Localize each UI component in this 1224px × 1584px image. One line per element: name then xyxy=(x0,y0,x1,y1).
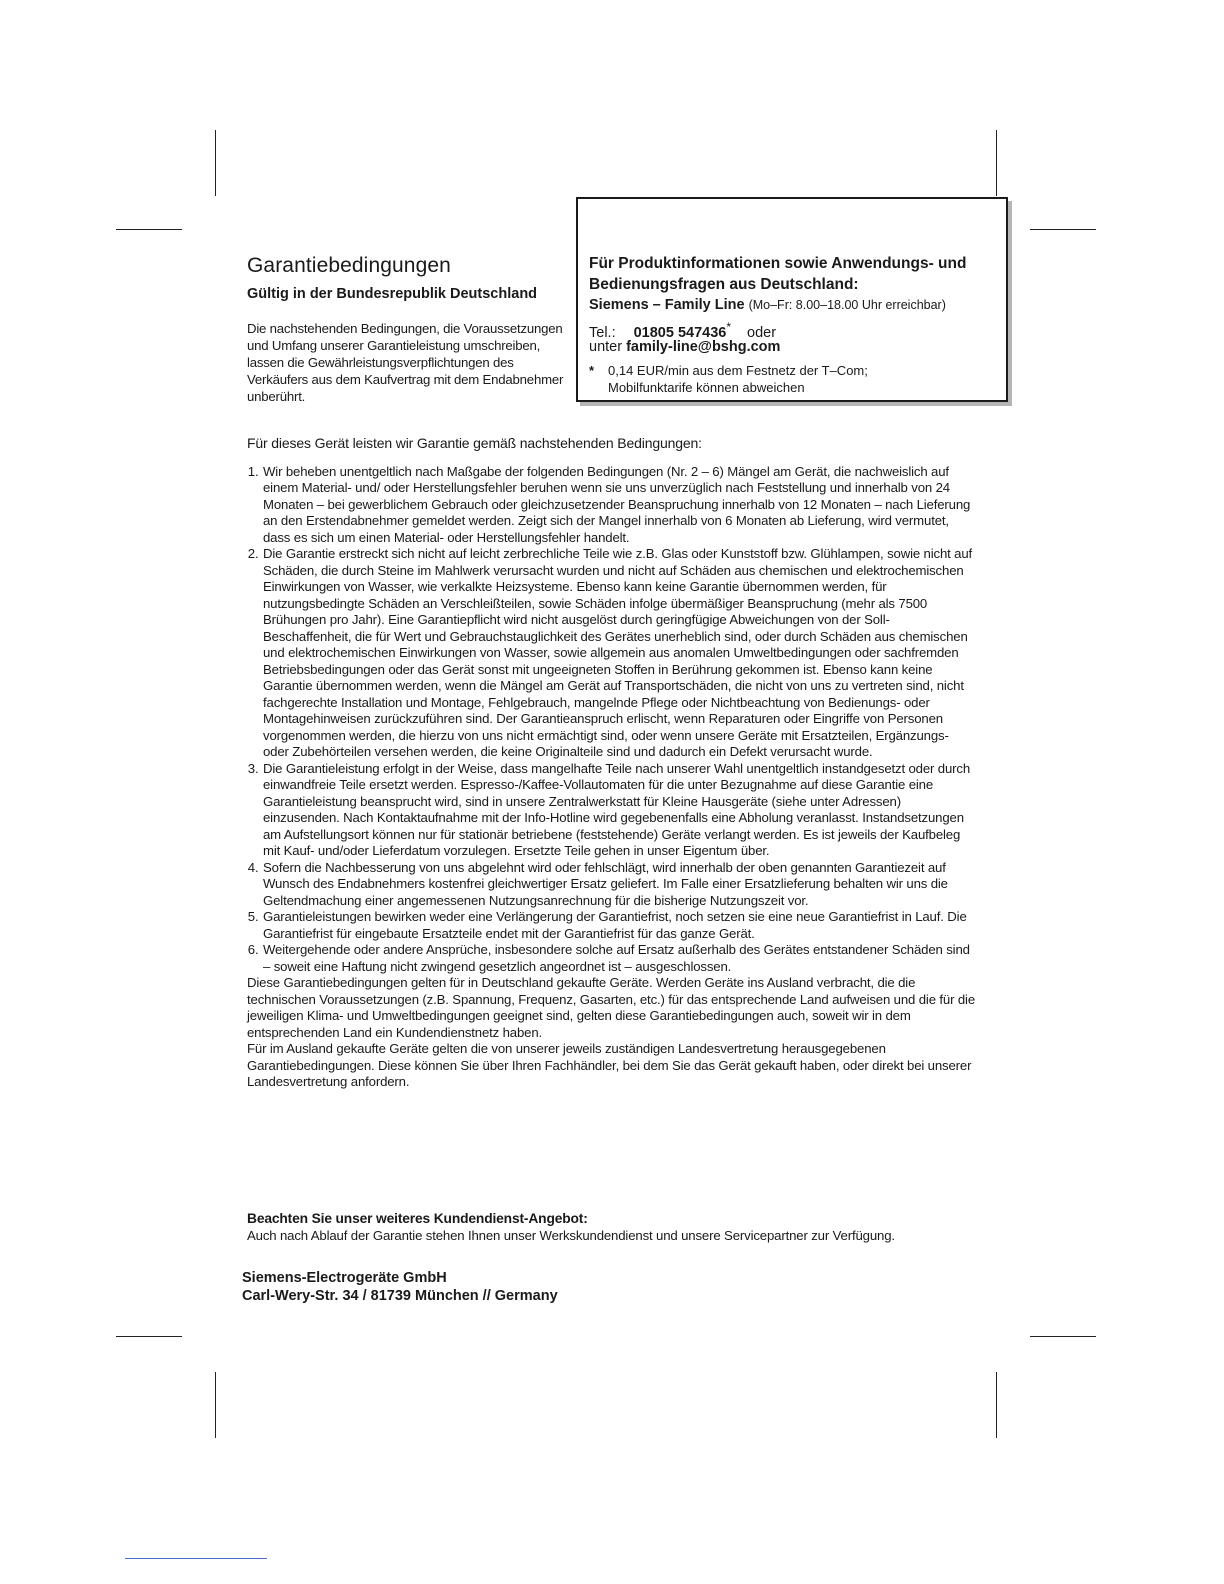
terms-item-5: 5. Garantieleistungen bewirken weder eine Verlängerung der Garantiefrist, noch setzen sie eine neue Garantiefrist in Lauf. Die Garantiefrist für eingebaute Ersatzteile endet mit der Garantiefrist für das ganze Gerät. xyxy=(262,909,977,942)
email-line xyxy=(589,339,780,355)
crop-mark-left-lower xyxy=(116,1336,182,1337)
page-subtitle: Gültig in der Bundesrepublik Deutschland xyxy=(247,286,538,302)
warranty-terms xyxy=(247,435,977,1091)
tariff-footnote xyxy=(589,362,868,396)
service-heading: Beachten Sie unser weiteres Kundendienst-Angebot: xyxy=(247,1211,588,1226)
terms-item-1: 1. Wir beheben unentgeltlich nach Maßgabe der folgenden Bedingungen (Nr. 2 – 6) Mängel am Gerät, die nachweislich auf einem Material- und/ oder Herstellungsfehler beruhen wenn sie uns unverzüglich nach Feststellung und innerhalb von 24 Monaten – bei gewerblichem Gebrauch oder gleichzusetzender Beanspruchung innerhalb von 12 Monaten – nach Lieferung an den Erstendabnehmer gemeldet werden. Zeigt sich der Mangel innerhalb von 6 Monaten ab Lieferung, wird vermutet, dass es sich um einen Material- oder Herstellungsfehler handelt. xyxy=(262,464,977,547)
crop-mark-bottom-left xyxy=(215,1372,216,1438)
terms-item-6: 6. Weitergehende oder andere Ansprüche, insbesondere solche auf Ersatz außerhalb des Gerätes entstandener Schäden sind – soweit eine Haftung nicht zwingend gesetzlich angeordnet ist – ausgeschlossen. xyxy=(262,942,977,975)
terms-item-4: 4. Sofern die Nachbesserung von uns abgelehnt wird oder fehlschlägt, wird innerhalb der oben genannten Garantiezeit auf Wunsch des Endabnehmers kostenfrei gleichwertiger Ersatz geliefert. Im Falle einer Ersatzlieferung behalten wir uns die Geltendmachung einer angemessenen Nutzungsanrechnung für die bisherige Nutzungszeit vor. xyxy=(262,860,977,910)
footnote-line-2: Mobilfunktarife können abweichen xyxy=(608,380,805,395)
email-prefix: unter xyxy=(589,339,623,355)
crop-mark-right-lower xyxy=(1030,1336,1096,1337)
hotline-hours: (Mo–Fr: 8.00–18.00 Uhr erreichbar) xyxy=(748,298,946,312)
intro-paragraph: Die nachstehenden Bedingungen, die Voraussetzungen und Umfang unserer Garantieleistung umschreiben, lassen die Gewährleistungsverpflichtungen des Verkäufers aus dem Kaufvertrag mit dem Endabnehmer unberührt. xyxy=(247,321,564,404)
terms-lead: Für dieses Gerät leisten wir Garantie gemäß nachstehenden Bedingungen: xyxy=(247,435,702,451)
footer-rule xyxy=(125,1558,267,1559)
terms-item-2: 2. Die Garantie erstreckt sich nicht auf leicht zerbrechliche Teile wie z.B. Glas oder Kunststoff bzw. Glühlampen, sowie nicht auf Schäden, die durch Steine im Mahlwerk verursacht wurden und nicht auf Schäden aus chemischen und elektrochemischen Einwirkungen von Wasser, wie verkalkte Heizsysteme. Ebenso kann keine Garantie übernommen werden, für nutzungsbedingte Schäden an Verschleißteilen, sowie Schäden infolge übermäßiger Beanspruchung (mehr als 7500 Brühungen pro Jahr). Eine Garantiepflicht wird nicht ausgelöst durch geringfügige Abweichungen von der Soll-Beschaffenheit, die für Wert und Gebrauchstauglichkeit des Gerätes unerheblich sind, oder durch Schäden aus chemischen und elektrochemischen Einwirkungen von Wasser, sowie allgemein aus anomalen Umweltbedingungen oder sachfremden Betriebsbedingungen oder das Gerät sonst mit ungeeigneten Stoffen in Berührung gekommen ist. Ebenso kann keine Garantie übernommen werden, wenn die Mängel am Gerät auf Transportschäden, die nicht von uns zu vertreten sind, nicht fachgerechte Installation und Montage, Fehlgebrauch, mangelnde Pflege oder Nichtbeachtung von Bedienungs- oder Montagehinweisen zurückzuführen sind. Der Garantieanspruch erlischt, wenn Reparaturen oder Eingriffe von Personen vorgenommen werden, die hierzu von uns nicht ermächtigt sind, oder wenn unsere Geräte mit Ersatzteilen, Ergänzungs- oder Zubehörteilen versehen werden, die keine Originalteile sind und dadurch ein Defekt verursacht wurde. xyxy=(262,546,977,761)
hotline-brand xyxy=(589,297,946,313)
terms-item-3: 3. Die Garantieleistung erfolgt in der Weise, dass mangelhafte Teile nach unserer Wahl unentgeltlich instandgesetzt oder durch einwandfreie Teile ersetzt werden. Espresso-/Kaffee-Vollautomaten für die unter Bezugnahme auf diese Garantie eine Garantieleistung beansprucht wird, sind in unsere Zentralwerkstatt für Kleine Hausgeräte (siehe unter Adressen) einzusenden. Nach Kontaktaufnahme mit der Info-Hotline wird gegebenenfalls eine Abholung veranlasst. Instandsetzungen am Aufstellungsort können nur für stationär betriebene (feststehende) Geräte verlangt werden. Es ist jeweils der Kaufbeleg mit Kauf- und/oder Lieferdatum vorzulegen. Ersetzte Teile gehen in unser Eigentum über. xyxy=(262,761,977,860)
closing-paragraph-1: Diese Garantiebedingungen gelten für in Deutschland gekaufte Geräte. Werden Geräte ins Ausland verbracht, die die technischen Voraussetzungen (z.B. Spannung, Frequenz, Gasarten, etc.) für das entsprechende Land aufweisen und die für die jeweiligen Klima- und Umweltbedingungen geeignet sind, gelten diese Garantiebedingungen auch, soweit wir in dem entsprechenden Land ein Kundendienstnetz haben. xyxy=(247,975,976,1040)
crop-mark-top-right xyxy=(996,130,997,196)
tel-footnote-mark: * xyxy=(726,320,732,334)
email-address[interactable]: family-line@bshg.com xyxy=(626,339,781,355)
contact-info-box xyxy=(576,197,1008,402)
tel-label: Tel.: xyxy=(589,324,616,341)
crop-mark-right-upper xyxy=(1030,229,1096,230)
tel-or: oder xyxy=(747,324,777,341)
brand-name: Siemens – Family Line xyxy=(589,297,745,313)
crop-mark-left-upper xyxy=(116,229,182,230)
footnote-star: * xyxy=(589,363,595,378)
terms-list xyxy=(247,464,977,976)
phone-number[interactable]: 01805 547436 xyxy=(633,324,727,341)
crop-mark-bottom-right xyxy=(996,1372,997,1438)
service-section xyxy=(247,1211,977,1244)
telephone-line xyxy=(589,320,776,341)
page-title: Garantiebedingungen xyxy=(247,254,451,277)
company-name: Siemens-Electrogeräte GmbH xyxy=(242,1270,447,1286)
crop-mark-top-left xyxy=(215,130,216,196)
footnote-line-1: 0,14 EUR/min aus dem Festnetz der T–Com; xyxy=(608,363,868,378)
company-street: Carl-Wery-Str. 34 / 81739 München // Germany xyxy=(242,1288,558,1304)
closing-paragraph-2: Für im Ausland gekaufte Geräte gelten die von unserer jeweils zuständigen Landesvertretung herausgegebenen Garantiebedingungen. Diese können Sie über Ihren Fachhändler, bei dem Sie das Gerät gekauft haben, oder direkt bei unserer Landesvertretung anfordern. xyxy=(247,1041,972,1089)
service-text: Auch nach Ablauf der Garantie stehen Ihnen unser Werkskundendienst und unsere Servicepartner zur Verfügung. xyxy=(247,1227,895,1243)
info-heading: Für Produktinformationen sowie Anwendungs- und Bedienungsfragen aus Deutschland: xyxy=(589,255,967,293)
company-address xyxy=(242,1269,558,1305)
